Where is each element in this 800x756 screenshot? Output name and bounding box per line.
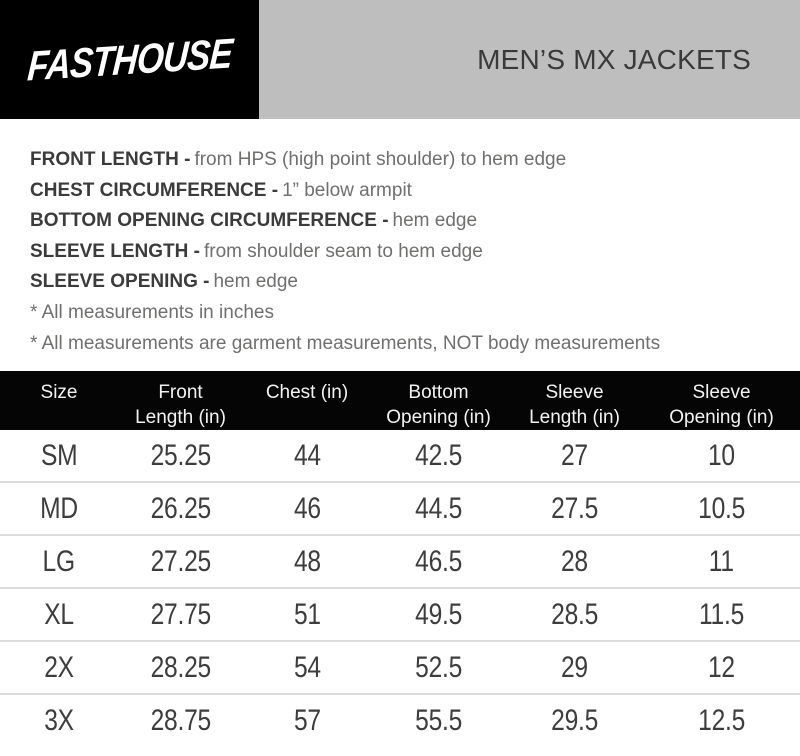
note-item: * All measurements are garment measurements, NOT body measurements <box>30 332 661 354</box>
definition-desc: hem edge <box>213 271 298 293</box>
column-header-line: Sleeve <box>692 382 751 404</box>
definition-label: SLEEVE LENGTH - <box>30 240 200 262</box>
definition-item <box>30 206 800 237</box>
value-cell: 51 <box>293 597 321 631</box>
value-cell: 10.5 <box>698 491 745 525</box>
value-cell: 57 <box>293 703 321 737</box>
definition-label: SLEEVE OPENING - <box>30 271 210 293</box>
value-cell: 54 <box>293 650 321 684</box>
value-cell: 42.5 <box>415 438 462 472</box>
value-cell: 12.5 <box>698 703 745 737</box>
value-cell: 48 <box>293 544 321 578</box>
top-banner <box>0 0 800 119</box>
value-cell: 27 <box>561 438 588 472</box>
column-header-line: Opening (in) <box>386 407 491 429</box>
value-cell: 28.5 <box>551 597 598 631</box>
value-cell: 11.5 <box>698 597 745 631</box>
column-header-sleeve-length <box>506 371 643 430</box>
size-cell: XL <box>44 597 74 631</box>
table-row-2x <box>0 641 800 694</box>
definition-desc: from HPS (high point shoulder) to hem edge <box>194 149 567 170</box>
definition-desc: from shoulder seam to hem edge <box>203 240 483 262</box>
column-header-line: Bottom <box>408 382 469 404</box>
value-cell: 29.5 <box>551 703 598 737</box>
header-row <box>0 371 800 430</box>
fasthouse-logo: FASTHOUSE <box>25 29 234 89</box>
value-cell: 46.5 <box>415 544 462 578</box>
column-header-line: Length (in) <box>135 407 226 429</box>
value-cell: 44 <box>293 438 321 472</box>
value-cell: 28 <box>561 544 588 578</box>
value-cell: 46 <box>293 491 321 525</box>
table-row-md <box>0 482 800 535</box>
banner-title-area <box>259 0 800 119</box>
column-header-line: Front <box>158 382 203 404</box>
column-header-line: Length (in) <box>529 407 620 429</box>
size-cell: 3X <box>44 703 74 737</box>
table-row-sm <box>0 430 800 482</box>
value-cell: 55.5 <box>415 703 462 737</box>
definition-item <box>30 176 800 207</box>
definition-desc: hem edge <box>392 210 478 232</box>
value-cell: 10 <box>708 438 735 472</box>
note-item: * All measurements in inches <box>30 301 274 323</box>
table-row-3x <box>0 694 800 746</box>
size-chart-body <box>0 430 800 746</box>
column-header-line: Opening (in) <box>669 407 774 429</box>
table-row-xl <box>0 588 800 641</box>
value-cell: 49.5 <box>415 597 462 631</box>
column-header-line: Chest (in) <box>265 382 349 404</box>
column-header-bottom-opening <box>371 371 506 430</box>
value-cell: 26.25 <box>150 491 211 525</box>
value-cell: 28.75 <box>150 703 211 737</box>
size-chart-header <box>0 371 800 430</box>
definition-label: CHEST CIRCUMFERENCE - <box>30 179 279 201</box>
value-cell: 28.25 <box>150 650 211 684</box>
value-cell: 29 <box>561 650 588 684</box>
value-cell: 27.25 <box>150 544 211 578</box>
size-cell: 2X <box>44 650 74 684</box>
size-cell: MD <box>40 491 78 525</box>
definition-label: BOTTOM OPENING CIRCUMFERENCE - <box>30 210 389 232</box>
column-header-chest <box>243 371 371 430</box>
definition-item <box>30 237 800 268</box>
column-header-line: Sleeve <box>545 382 604 404</box>
page-title: MEN’S MX JACKETS <box>477 43 751 75</box>
column-header-line: Size <box>40 382 78 404</box>
table-row-lg <box>0 535 800 588</box>
definition-desc: 1” below armpit <box>282 179 412 201</box>
size-chart-table <box>0 371 800 746</box>
fasthouse-logo-box <box>0 0 259 119</box>
value-cell: 44.5 <box>415 491 462 525</box>
column-header-size <box>0 371 118 430</box>
value-cell: 27.75 <box>150 597 211 631</box>
definition-item <box>30 145 800 176</box>
value-cell: 12 <box>708 650 735 684</box>
column-header-front-length <box>118 371 243 430</box>
value-cell: 52.5 <box>415 650 462 684</box>
definition-item <box>30 267 800 298</box>
size-cell: SM <box>40 438 78 472</box>
value-cell: 11 <box>708 544 735 578</box>
column-header-sleeve-opening <box>643 371 800 430</box>
measurement-definitions <box>0 119 800 359</box>
size-cell: LG <box>42 544 76 578</box>
value-cell: 25.25 <box>150 438 211 472</box>
definition-label: FRONT LENGTH - <box>30 149 191 170</box>
value-cell: 27.5 <box>551 491 598 525</box>
